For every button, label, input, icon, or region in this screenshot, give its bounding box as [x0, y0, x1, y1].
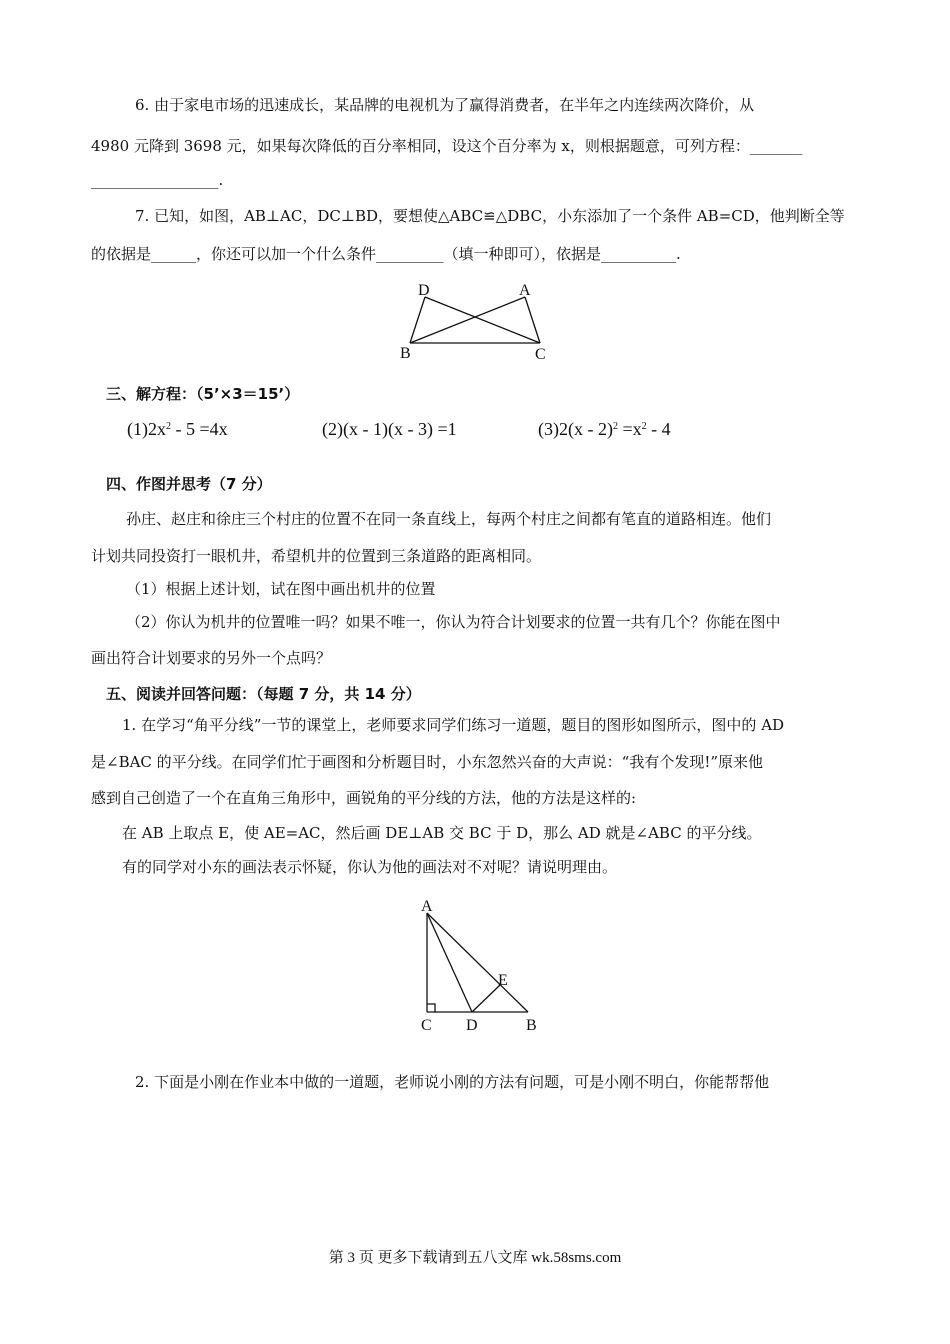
section-5-heading: 五、阅读并回答问题：（每题 7 分，共 14 分）: [106, 685, 421, 703]
segment-de: [472, 985, 500, 1012]
equation-2: (2)(x - 1)(x - 3) =1: [322, 419, 457, 439]
label-c: C: [535, 346, 546, 363]
section-3-heading: 三、解方程：（5’×3＝15’）: [106, 385, 300, 403]
label-d: D: [418, 282, 430, 299]
s5-q1-line-1: 1. 在学习“角平分线”一节的课堂上，老师要求同学们练习一道题，题目的图形如图所示，图中的 AD: [122, 716, 785, 734]
label-a: A: [421, 898, 433, 915]
segment-ad: [427, 913, 472, 1012]
label-b: B: [526, 1017, 537, 1034]
equation-1: $(1)2x^2 - 5 =4x$: [127, 419, 228, 439]
s5-q1-line-5: 有的同学对小东的画法表示怀疑，你认为他的画法对不对呢？请说明理由。: [122, 858, 618, 876]
s5-q2-line-1: 2. 下面是小刚在作业本中做的一道题，老师说小刚的方法有问题，可是小刚不明白，你能帮帮他: [135, 1073, 770, 1091]
q6-line-1: 6. 由于家电市场的迅速成长，某品牌的电视机为了赢得消费者，在半年之内连续两次降价，从: [135, 96, 755, 114]
equation-3: $(3)2(x - 2)^2 =x^2 - 4$: [538, 419, 671, 439]
q6-line-2: 4980 元降到 3698 元，如果每次降低的百分率相同，设这个百分率为 x，则根据题意，可列方程：_______: [91, 137, 803, 155]
section-4-paragraph-line-2: 计划共同投资打一眼机井，希望机井的位置到三条道路的距离相同。: [91, 547, 542, 565]
label-c: C: [421, 1017, 432, 1034]
s5-q1-line-2: 是∠BAC 的平分线。在同学们忙于画图和分析题目时，小东忽然兴奋的大声说：“我有个发现!”原来他: [91, 753, 764, 771]
page-footer: 第 3 页 更多下载请到五八文库 wk.58sms.com: [328, 1250, 622, 1266]
q7-line-1: 7. 已知，如图，AB⊥AC，DC⊥BD，要想使△ABC≌△DBC，小东添加了一个条件 AB=CD，他判断全等: [135, 207, 845, 225]
section-4-item-1: （1）根据上述计划，试在图中画出机井的位置: [126, 580, 436, 598]
label-e: E: [498, 972, 508, 989]
section-4-item-2-line-2: 画出符合计划要求的另外一个点吗？: [91, 649, 332, 667]
right-angle-mark: [427, 1004, 435, 1012]
s5-q1-line-4: 在 AB 上取点 E，使 AE=AC，然后画 DE⊥AB 交 BC 于 D，那么 AD 就是∠ABC 的平分线。: [122, 824, 762, 842]
label-d: D: [466, 1017, 478, 1034]
section-4-heading: 四、作图并思考（7 分）: [106, 475, 272, 493]
label-a: A: [519, 282, 531, 299]
s5-q1-line-3: 感到自己创造了一个在直角三角形中，画锐角的平分线的方法，他的方法是这样的:: [91, 789, 637, 807]
section-4-item-2-line-1: （2）你认为机井的位置唯一吗？如果不唯一，你认为符合计划要求的位置一共有几个？你能在图中: [126, 613, 781, 631]
label-b: B: [400, 345, 411, 362]
q7-line-2: 的依据是______，你还可以加一个什么条件_________（填一种即可），依据是__________.: [91, 245, 681, 263]
q6-line-3: _________________.: [91, 171, 224, 189]
section-4-paragraph-line-1: 孙庄、赵庄和徐庄三个村庄的位置不在同一条直线上，每两个村庄之间都有笔直的道路相连。他们: [126, 510, 772, 528]
segment-ab: [427, 913, 528, 1012]
